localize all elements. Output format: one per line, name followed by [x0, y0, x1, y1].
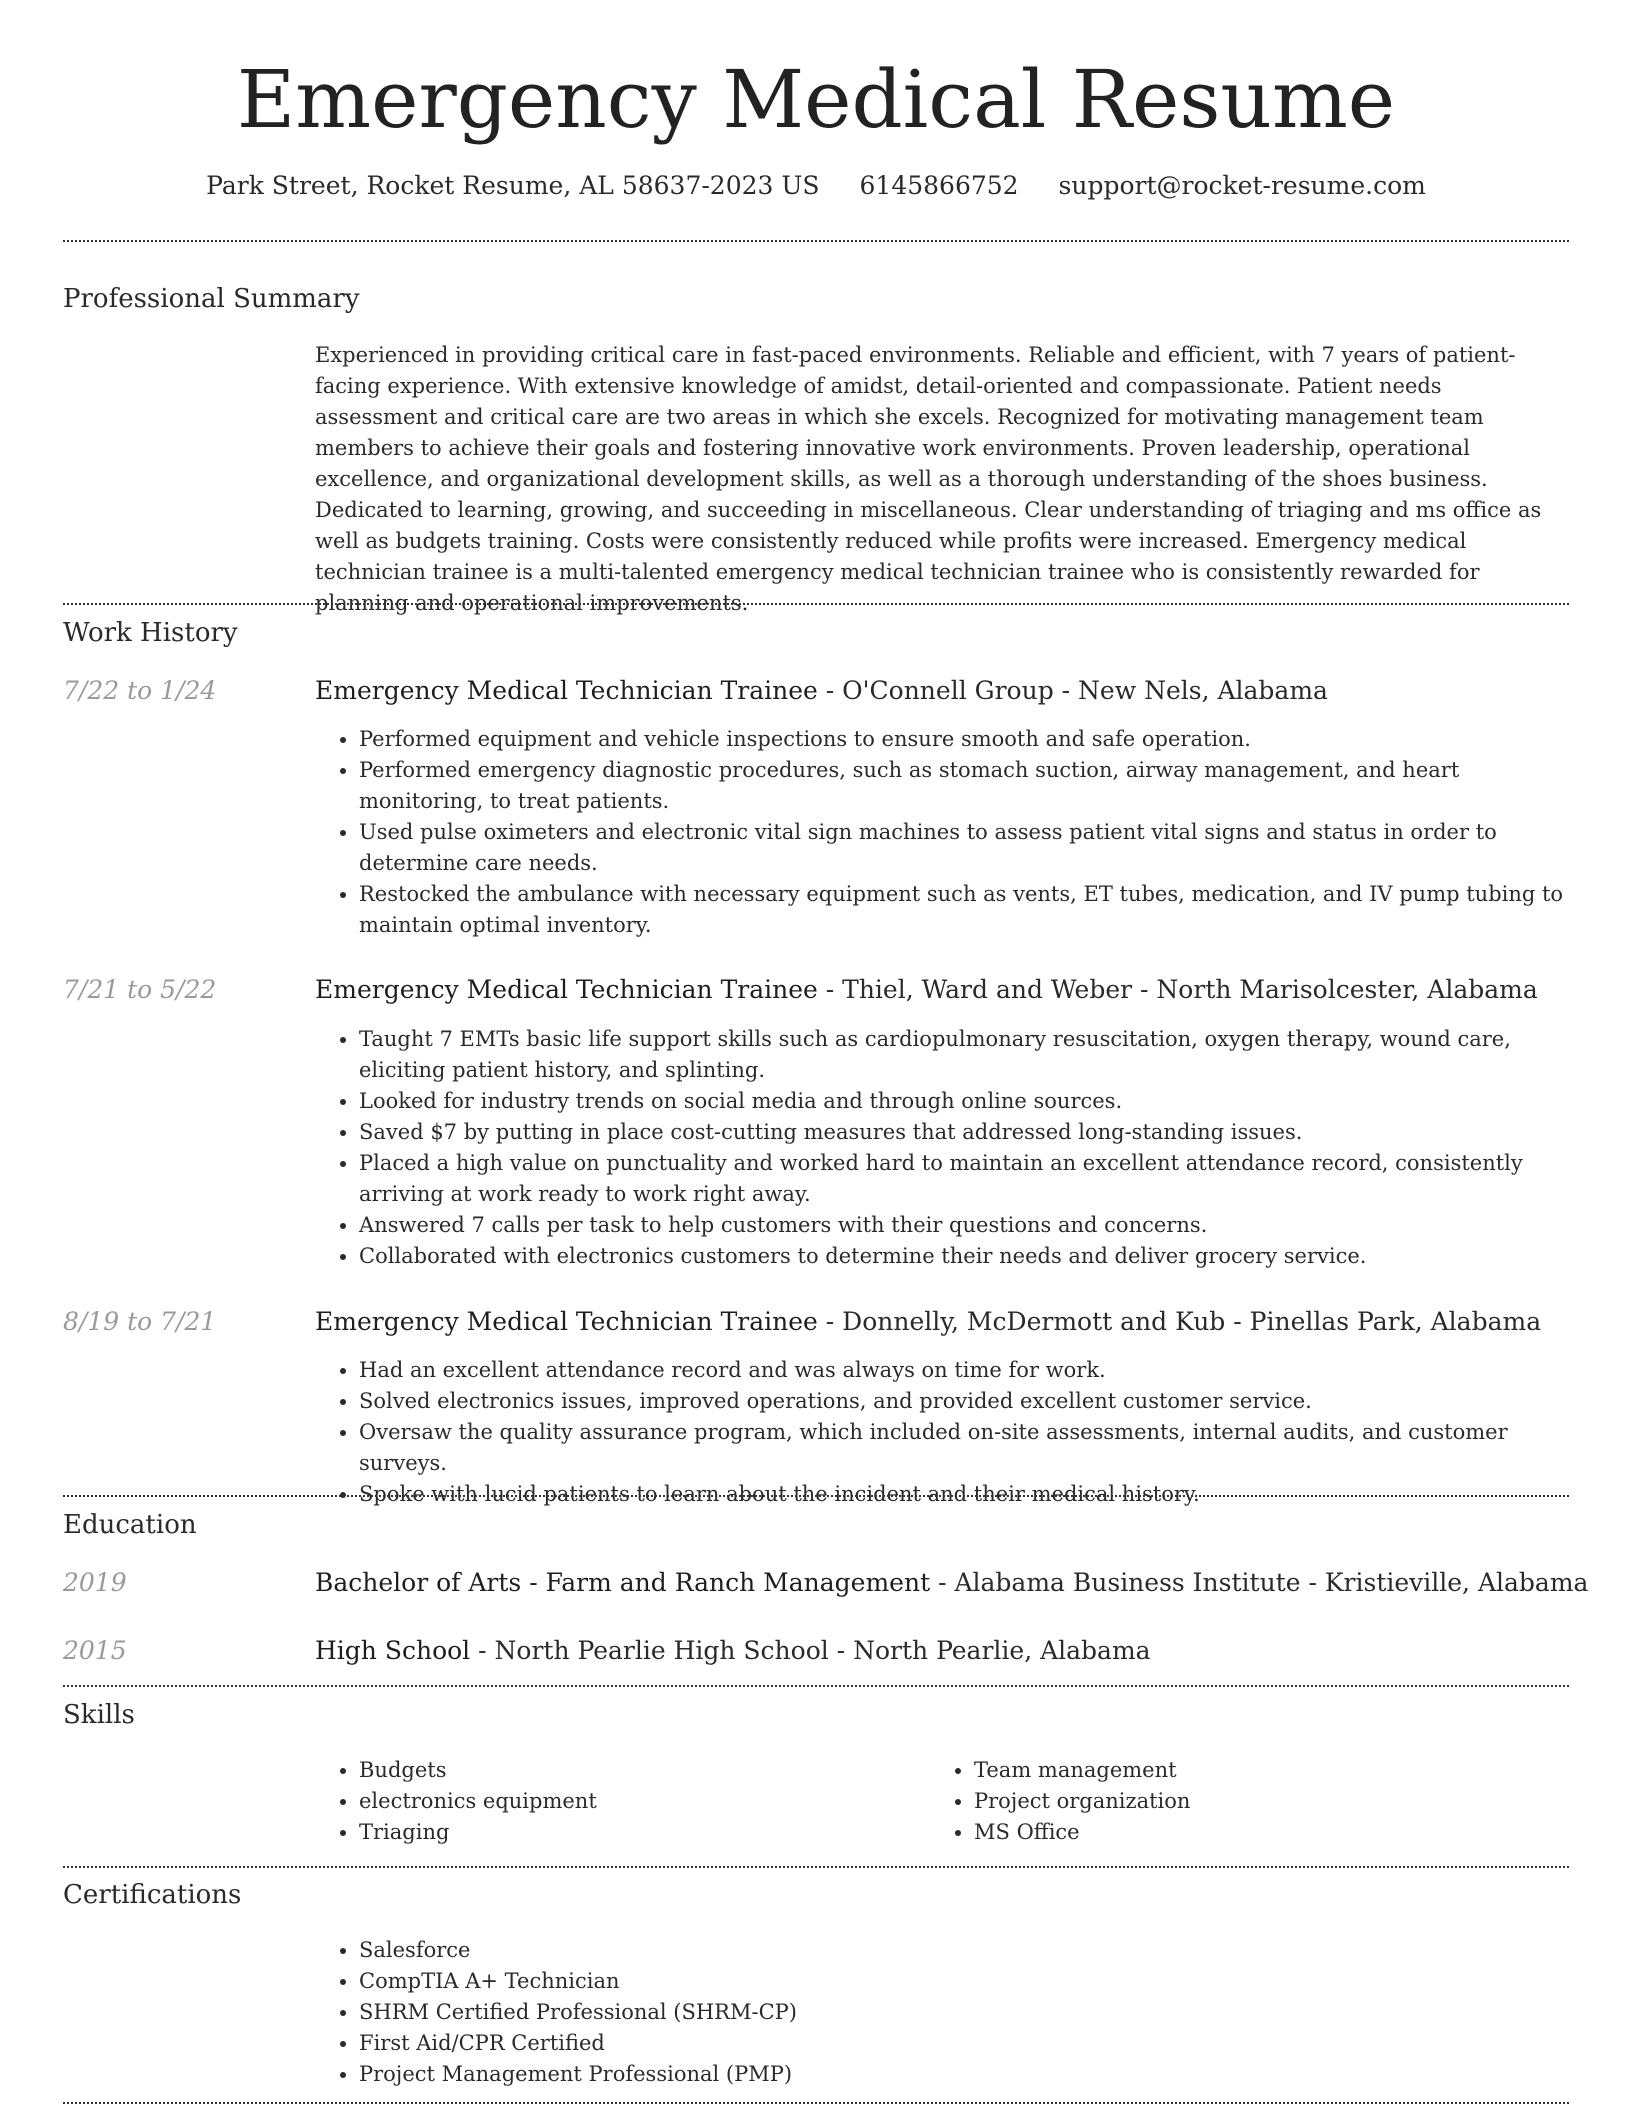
education-entry [315, 1565, 1588, 1601]
contact-phone: 6145866752 [859, 171, 1019, 200]
job-employer-location: - Donnelly, McDermott and Kub - Pinellas Park, Alabama [817, 1307, 1542, 1336]
list-item: • Project Management Professional (PMP) [359, 2059, 1569, 2090]
section-divider [63, 1866, 1569, 1868]
education-school-location: - North Pearlie High School - North Pearlie, Alabama [470, 1636, 1151, 1665]
certifications-list [315, 1935, 1569, 2090]
list-item: • Project organization [974, 1786, 1530, 1817]
list-item: • Collaborated with electronics customers to determine their needs and deliver grocery service. [359, 1241, 1569, 1272]
list-item: • SHRM Certified Professional (SHRM-CP) [359, 1997, 1569, 2028]
list-item: • electronics equipment [359, 1786, 915, 1817]
education-degree: Bachelor of Arts - Farm and Ranch Management [315, 1568, 931, 1597]
list-item: • Salesforce [359, 1935, 1569, 1966]
job-title: Emergency Medical Technician Trainee [315, 1307, 818, 1336]
section-divider [63, 1685, 1569, 1687]
section-divider [63, 603, 1569, 605]
list-item: • Team management [974, 1755, 1530, 1786]
education-year: 2019 [63, 1568, 127, 1597]
list-item: • MS Office [974, 1817, 1530, 1848]
job-header [315, 972, 1538, 1008]
education-entry [315, 1633, 1151, 1669]
skills-list-right [930, 1755, 1530, 1848]
job-dates: 7/22 to 1/24 [63, 676, 217, 705]
job-bullets [315, 724, 1569, 941]
contact-email: support@rocket-resume.com [1058, 171, 1426, 200]
list-item: • Spoke with lucid patients to learn about the incident and their medical history. [359, 1479, 1569, 1510]
list-item: • Used pulse oximeters and electronic vital sign machines to assess patient vital signs and status in order to determine care needs. [359, 817, 1569, 879]
job-bullets [315, 1024, 1569, 1272]
summary-heading: Professional Summary [63, 284, 360, 314]
contact-address: Park Street, Rocket Resume, AL 58637-2023 US [206, 171, 820, 200]
job-title: Emergency Medical Technician Trainee [315, 676, 818, 705]
job-dates: 7/21 to 5/22 [63, 975, 217, 1004]
work-history-heading: Work History [63, 618, 238, 648]
education-degree: High School [315, 1636, 471, 1665]
list-item: • Saved $7 by putting in place cost-cutting measures that addressed long-standing issues. [359, 1117, 1569, 1148]
job-employer-location: - O'Connell Group - New Nels, Alabama [817, 676, 1328, 705]
list-item: • Looked for industry trends on social media and through online sources. [359, 1086, 1569, 1117]
list-item: • Budgets [359, 1755, 915, 1786]
certifications-heading: Certifications [63, 1880, 242, 1910]
list-item: • Had an excellent attendance record and was always on time for work. [359, 1355, 1569, 1386]
education-year: 2015 [63, 1636, 127, 1665]
list-item: • Taught 7 EMTs basic life support skills such as cardiopulmonary resuscitation, oxygen therapy, wound care, eliciting patient history, and splinting. [359, 1024, 1569, 1086]
contact-line [0, 168, 1632, 204]
skills-heading: Skills [63, 1700, 135, 1730]
list-item: • Performed emergency diagnostic procedures, such as stomach suction, airway management, and heart monitoring, to treat patients. [359, 755, 1569, 817]
section-divider [63, 2102, 1569, 2104]
list-item: • CompTIA A+ Technician [359, 1966, 1569, 1997]
section-divider [63, 240, 1569, 242]
list-item: • Solved electronics issues, improved operations, and provided excellent customer service. [359, 1386, 1569, 1417]
list-item: • Answered 7 calls per task to help customers with their questions and concerns. [359, 1210, 1569, 1241]
job-header [315, 673, 1328, 709]
list-item: • Placed a high value on punctuality and worked hard to maintain an excellent attendance record, consistently arriving at work ready to work right away. [359, 1148, 1569, 1210]
resume-title: Emergency Medical Resume [236, 53, 1396, 146]
list-item: • Oversaw the quality assurance program, which included on-site assessments, internal audits, and customer surveys. [359, 1417, 1569, 1479]
list-item: • Restocked the ambulance with necessary equipment such as vents, ET tubes, medication, and IV pump tubing to maintain optimal inventory. [359, 879, 1569, 941]
job-bullets [315, 1355, 1569, 1510]
skills-list-left [315, 1755, 915, 1848]
section-divider [63, 1495, 1569, 1497]
job-employer-location: - Thiel, Ward and Weber - North Marisolcester, Alabama [817, 975, 1538, 1004]
job-title: Emergency Medical Technician Trainee [315, 975, 818, 1004]
job-dates: 8/19 to 7/21 [63, 1307, 217, 1336]
summary-text: Experienced in providing critical care in fast-paced environments. Reliable and efficient, with 7 years of patient-facing experience. With extensive knowledge of amidst, detail-oriented and compassionate. Patient needs assessment and critical care are two areas in which she excels. Recognized for motivating management team members to achieve their goals and fostering innovative work environments. Proven leadership, operational excellence, and organizational development skills, as well as a thorough understanding of the shoes business. Dedicated to learning, growing, and succeeding in miscellaneous. Clear understanding of triaging and ms office as well as budgets training. Costs were consistently reduced while profits were increased. Emergency medical technician trainee is a multi-talented emergency medical technician trainee who is consistently rewarded for planning and operational improvements. [315, 343, 1542, 615]
list-item: • Triaging [359, 1817, 915, 1848]
education-school-location: - Alabama Business Institute - Kristieville, Alabama [930, 1568, 1589, 1597]
list-item: • Performed equipment and vehicle inspections to ensure smooth and safe operation. [359, 724, 1569, 755]
job-header [315, 1304, 1541, 1340]
education-heading: Education [63, 1510, 197, 1540]
list-item: • First Aid/CPR Certified [359, 2028, 1569, 2059]
